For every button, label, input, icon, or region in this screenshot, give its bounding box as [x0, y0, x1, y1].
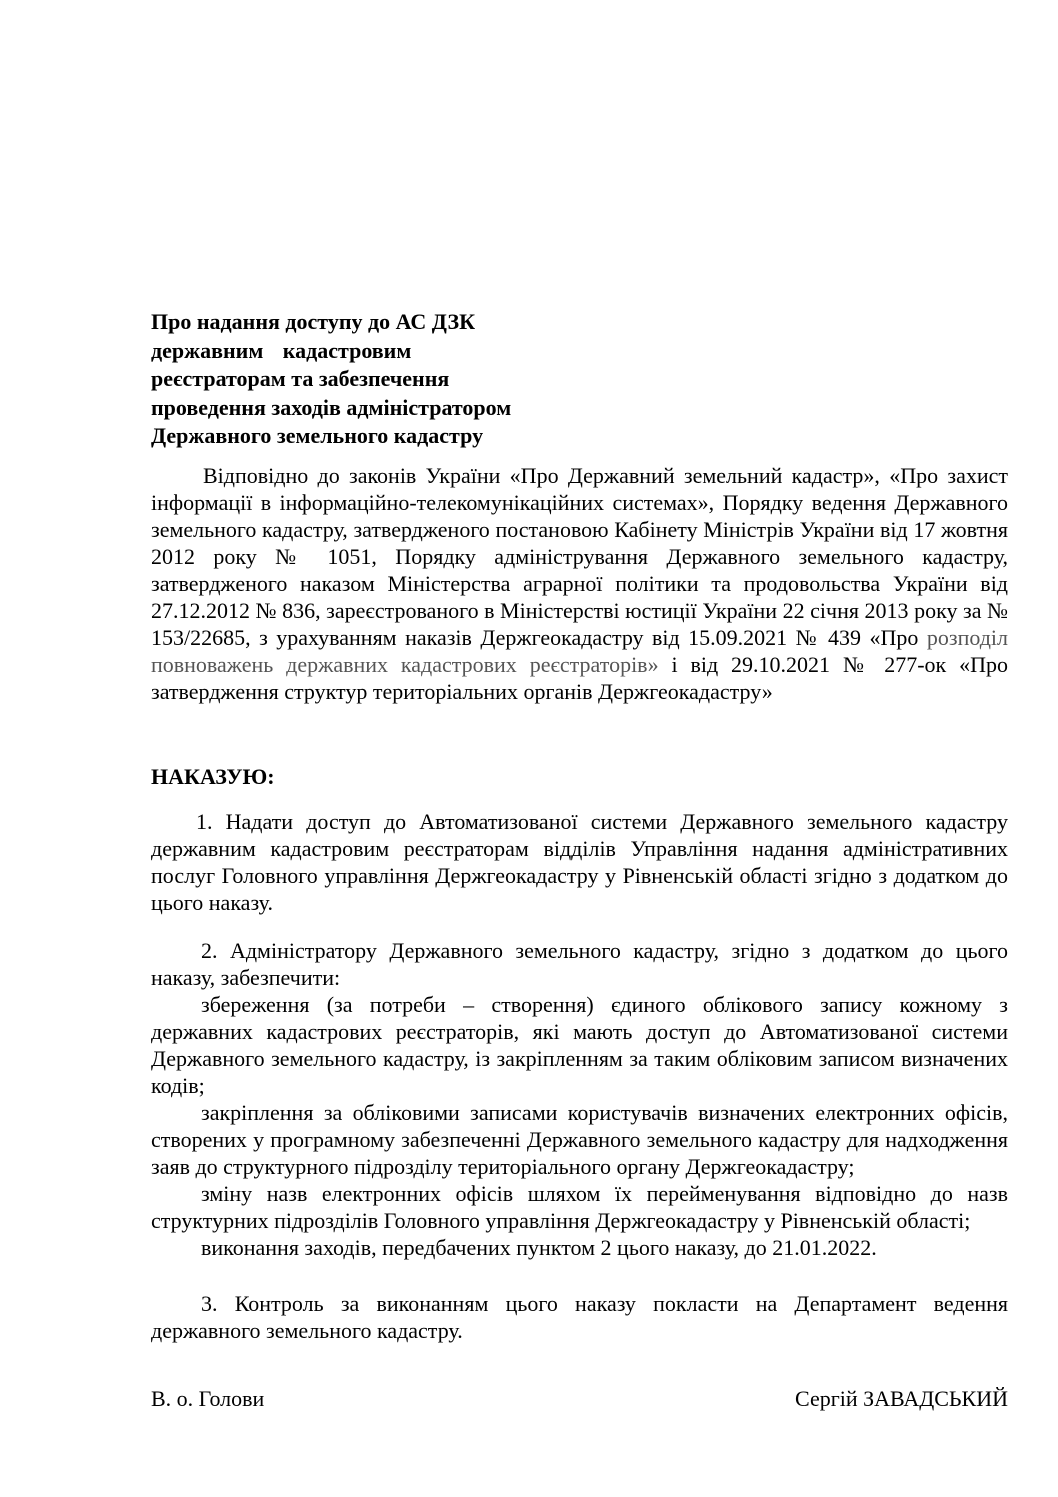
preamble-gray-text: розподіл повноважень державних кадастрових реєстраторів»: [151, 625, 1008, 677]
title-line-1: Про надання доступу до АС ДЗК: [151, 309, 476, 334]
preamble-end-text: і від 29.10.2021 № 277-ок «Про затвердження структур територіальних органів Держгеокадастру»: [151, 652, 1009, 704]
signatory-name: Сергій ЗАВАДСЬКИЙ: [795, 1386, 1008, 1411]
title-line-4: проведення заходів адміністратором: [151, 394, 512, 420]
order-item-1: [151, 808, 1008, 916]
title-line-2: державним кадастровим: [151, 337, 412, 363]
document-title: [151, 308, 611, 451]
order-item-2-point-a: збереження (за потреби – створення) єдиного облікового запису кожному з державних кадастрових реєстраторів, які мають доступ до Автоматизованої системи Державного земельного кадастру, із закріпленням за таким обліковим записом визначених кодів;: [151, 992, 1008, 1098]
preamble-main-text: Відповідно до законів України «Про Державний земельний кадастр», «Про захист інформації в інформаційно-телекомунікаційних системах», Порядку ведення Державного земельного кадастру, затвердженого постановою Кабінету Міністрів України від 17 жовтня 2012 року № 1051, Порядку адміністрування Державного земельного кадастру, затвердженого наказом Міністерства аграрної політики та продовольства України від 27.12.2012 № 836, зареєстрованого в Міністерстві юстиції України 22 січня 2013 року за № 153/22685, з урахуванням наказів Держгеокадастру від 15.09.2021 № 439 «Про: [151, 463, 1008, 650]
order-item-2-point-d: виконання заходів, передбачених пунктом 2 цього наказу, до 21.01.2022.: [201, 1235, 877, 1260]
order-item-2-point-b: закріплення за обліковими записами користувачів визначених електронних офісів, створених у програмному забезпеченні Державного земельного кадастру для надходження заяв до структурного підрозділу територіального органу Держгеокадастру;: [151, 1100, 1008, 1179]
title-line-5: Державного земельного кадастру: [151, 423, 484, 448]
preamble-paragraph: [151, 462, 1008, 705]
order-item-2: [151, 937, 1008, 1261]
order-heading: НАКАЗУЮ:: [151, 764, 275, 789]
order-item-2-intro: 2. Адміністратору Державного земельного кадастру, згідно з додатком до цього наказу, забезпечити:: [151, 938, 1008, 990]
order-item-1-text: 1. Надати доступ до Автоматизованої системи Державного земельного кадастру державним кадастровим реєстраторам відділів Управління надання адміністративних послуг Головного управління Держгеокадастру у Рівненській області згідно з додатком до цього наказу.: [151, 809, 1008, 915]
order-item-3-text: 3. Контроль за виконанням цього наказу покласти на Департамент ведення державного земельного кадастру.: [151, 1291, 1008, 1343]
order-item-3: [151, 1290, 1008, 1344]
order-item-2-point-c: зміну назв електронних офісів шляхом їх перейменування відповідно до назв структурних підрозділів Головного управління Держгеокадастру у Рівненській області;: [151, 1181, 1008, 1233]
title-line-3: реєстраторам та забезпечення: [151, 366, 450, 391]
signatory-position: В. о. Голови: [151, 1386, 265, 1411]
